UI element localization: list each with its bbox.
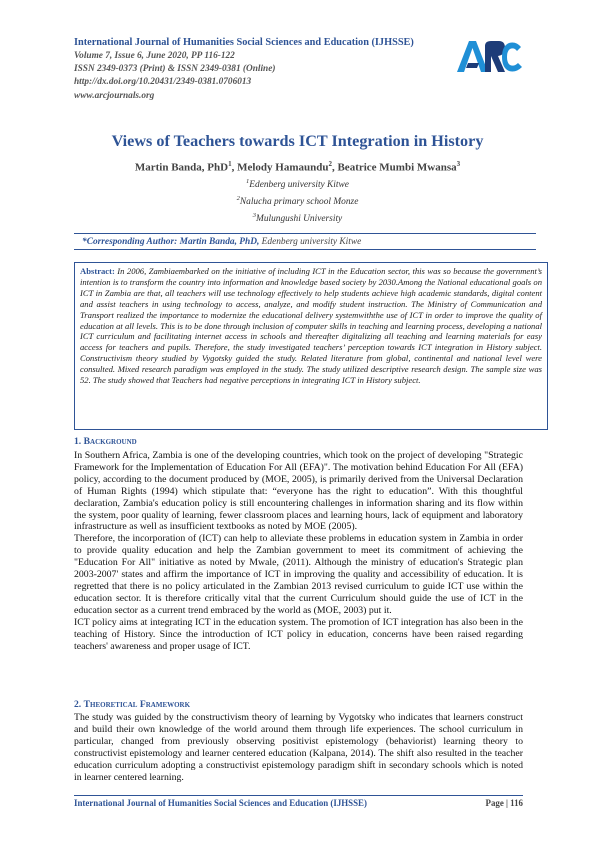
corresponding-label: *Corresponding Author:	[82, 237, 178, 247]
journal-title: International Journal of Humanities Social Sciences and Education (IJHSSE)	[74, 37, 414, 48]
author-name: Martin Banda, PhD	[134, 161, 229, 174]
paragraph: ICT policy aims at integrating ICT in the education system. The promotion of ICT integration has also been in the teaching of History. Since the introduction of ICT policy in education, concerns have been raised regarding teachers' awareness and proper usage of ICT.	[74, 616, 523, 652]
arc-logo	[455, 38, 525, 74]
paragraph: In Southern Africa, Zambia is one of the developing countries, which took on the project of developing "Strategic Framework for the Implementation of Education For All (EFA)". The motivation behind Education For All (EFA) policy, according to the document produced by (MOE, 2005), is primarily derived from the Universal Declaration of Human Rights (1994) which stipulate that: “everyone has the right to education”. With this thoughtful declaration, Zambia's education policy is still encountering challenges in information sharing and its flow within the system, poor quality of learning, fewer classroom places and learning hours, lack of equipment and laboratory infrastructure as well as insufficient textbooks as noted by MOE (2005).	[74, 450, 523, 533]
affiliation	[40, 178, 555, 190]
page-number: Page | 116	[485, 798, 523, 808]
author-name: Beatrice Mumbi Mwansa	[337, 161, 457, 174]
journal-header	[74, 36, 434, 103]
website-link[interactable]: www.arcjournals.org	[74, 90, 155, 101]
footer-journal: International Journal of Humanities Social Sciences and Education (IJHSSE)	[74, 798, 367, 808]
affiliation-text: Nalucha primary school Monze	[239, 197, 359, 208]
corresponding-affiliation: Edenberg university Kitwe	[261, 237, 362, 247]
issn-line: ISSN 2349-0373 (Print) & ISSN 2349-0381 (Online)	[74, 64, 276, 75]
section-title: Background	[83, 436, 137, 447]
paragraph: Therefore, the incorporation of (ICT) can help to alleviate these problems in education system in Zambia in order to provide quality education and help the Zambian government to meet its commitment of achieving the "Education For All" initiative as noted by Mwale, (2011). Although the ministry of education's Strategic plan 2003-2007' states and affirm the importance of ICT in improving the quality and accessibility of education. It is regretted that there is no policy articulated in the Zambian 2013 revised curriculum to guide ICT use within the education sector. It is therefore critically vital that the current Curriculum should guide the use of ICT in the education sector as a current trend embraced by the world as (MOE, 2003) put it.	[74, 533, 523, 616]
section-body-theoretical-framework	[74, 712, 523, 794]
author-list: Martin Banda, PhD$^1$, Melody Hamaundu$^2$, Beatrice Mumbi Mwansa$^3$	[134, 160, 461, 174]
affiliation-text: Edenberg university Kitwe	[249, 180, 349, 191]
logo-text: ARC	[456, 73, 459, 74]
section-body-background	[74, 450, 523, 694]
doi-link[interactable]: http://dx.doi.org/10.20431/2349-0381.0706013	[74, 77, 252, 88]
section-number: 2.	[74, 699, 82, 710]
abstract-box	[74, 262, 548, 430]
abstract-text: In 2006, Zambiaembarked on the initiative of including ICT in the Education sector, this was so because the government’s intention is to transform the country into information and knowledge based society by 2030.Among the National educational goals on ICT in Zambia are that, all teachers will use technology effectively to help students achieve high academic standards, digital content and assist teachers in using technology to access, analyze, and modify student instruction. The Ministry of Communication and Transport realized the importance to modernize the educational delivery systemwiththe use of ICT in order to improve the quality of education at all levels. This is to be done through inclusion of computer skills in teaching and learning process, developing a national ICT curriculum and facilitating internet access in schools and thereafter digitalizing all teaching and learning materials for easy access for teachers and pupils. Therefore, the study investigated teachers’ perception towards ICT integration in History subject. Constructivism theory studied by Vygotsky guided the study. Related literature from global, continental and national level were consulted. Mixed research paradigm was employed in the study. The study utilized descriptive research design. The sample size was 52. The study showed that Teachers had negative perceptions in integrating ICT in History subject.	[80, 266, 542, 386]
page-footer	[74, 795, 523, 810]
affiliation-text: Mulungushi University	[256, 214, 343, 225]
affiliation	[40, 212, 555, 224]
section-heading-background	[74, 436, 137, 447]
volume-line: Volume 7, Issue 6, June 2020, PP 116-122	[74, 51, 235, 61]
corresponding-author	[74, 233, 536, 250]
author-sup: 3	[456, 160, 461, 168]
author-sup: 2	[328, 160, 332, 168]
section-title: Theoretical Framework	[83, 699, 191, 710]
affiliation	[40, 195, 555, 207]
article-title: Views of Teachers towards ICT Integration in History	[111, 132, 484, 150]
abstract-label: Abstract:	[80, 266, 115, 276]
paragraph: The study was guided by the constructivism theory of learning by Vygotsky who indicates that learners construct and build their own knowledge of the world around them through life experiences. The school curriculum in particular, changed from previously observing positivist epistemology (behaviorist) learning theory to constructivist epistemology and learner centered education (Kalpana, 2014). The shift also resulted in the teacher education curriculum adopting a constructivist epistemology paradigm shift in secondary schools which is noted in learner centered learning.	[74, 712, 523, 783]
section-number: 1.	[74, 436, 82, 447]
author-name: Melody Hamaundu	[237, 161, 329, 174]
author-sup: 1	[228, 160, 232, 168]
corresponding-name: Martin Banda, PhD,	[179, 237, 260, 247]
affiliation-sup: 3	[252, 212, 257, 219]
affiliation-sup: 2	[236, 195, 240, 202]
affiliation-sup: 1	[246, 178, 250, 185]
section-heading-theoretical-framework	[74, 699, 190, 710]
